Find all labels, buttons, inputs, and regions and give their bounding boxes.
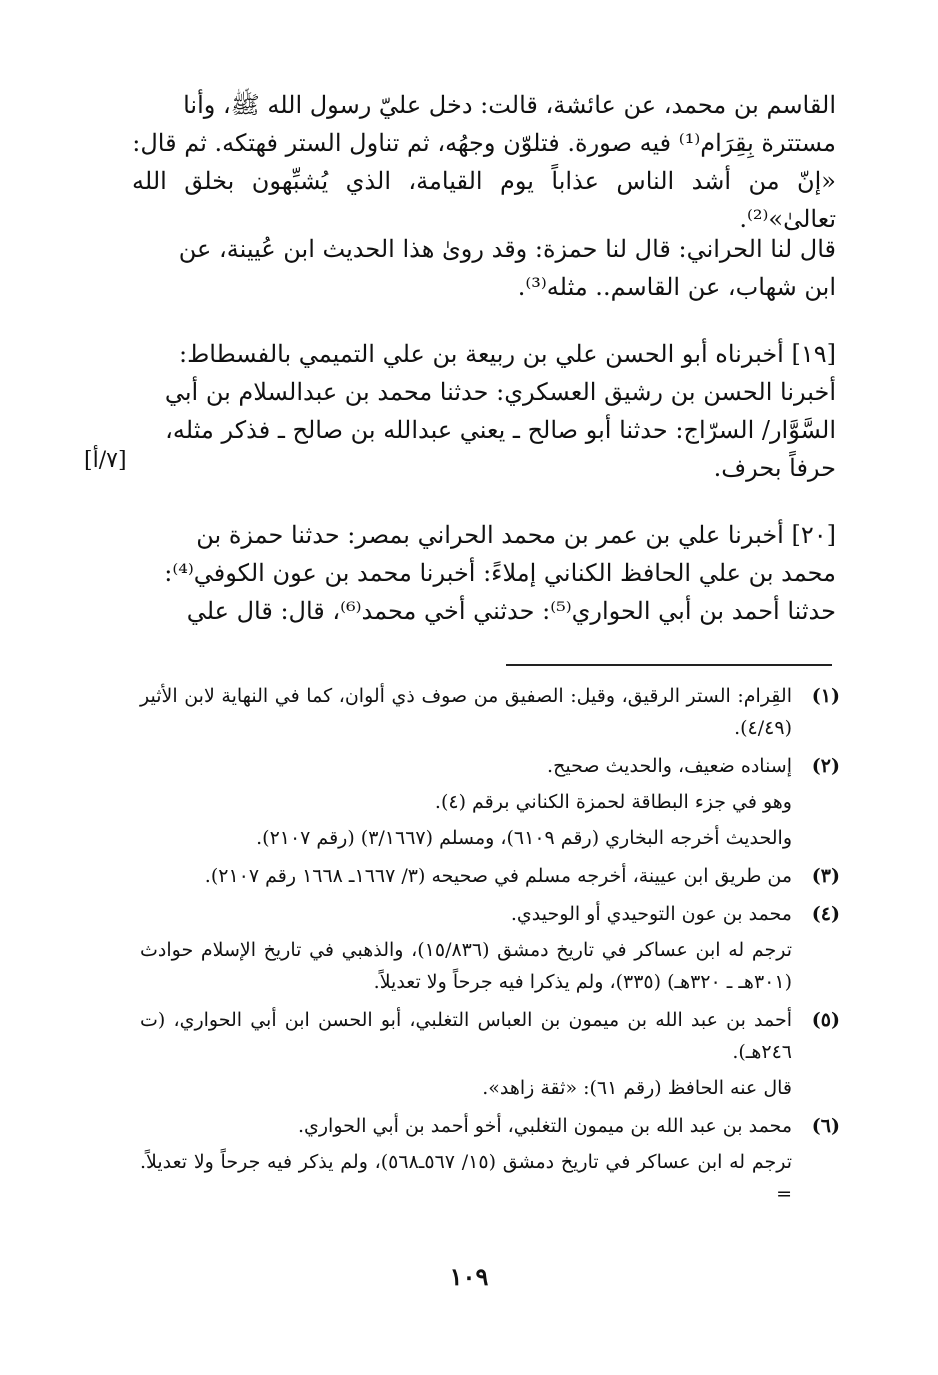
text-line: [١٩] أخبرناه أبو الحسن علي بن ربيعة بن علي التميمي بالفسطاط:: [178, 340, 836, 368]
footnote-6: [140, 1110, 840, 1210]
manuscript-folio-marker: [٧/أ]: [84, 448, 127, 473]
footnote-1: [140, 680, 840, 744]
text-line: حرفاً بحرف.: [713, 454, 836, 482]
footnote-4: [140, 898, 840, 998]
footnote-text: محمد بن عون التوحيدي أو الوحيدي.: [510, 903, 792, 925]
footnote-text: ترجم له ابن عساكر في تاريخ دمشق (١٥/ ٥٦٧ـ٥٦٨)، ولم يذكر فيه جرحاً ولا تعديلاً. =: [140, 1151, 792, 1205]
footnote-number: (٤): [811, 903, 840, 925]
footnote-number: (٦): [811, 1115, 840, 1137]
text-line: «إنّ من أشد الناس عذاباً يوم القيامة، الذي يُشبِّهون بخلق الله تعالىٰ»⁽²⁾.: [132, 167, 836, 233]
footnote-text: ترجم له ابن عساكر في تاريخ دمشق (١٥/٨٣٦)، والذهبي في تاريخ الإسلام حوادث (٣٠١هـ ـ ٣٢٠هـ) (٣٣٥)، ولم يذكرا فيه جرحاً ولا تعديلاً.: [140, 939, 792, 993]
footnote-number: (٥): [811, 1009, 840, 1031]
footnote-text: أحمد بن عبد الله بن ميمون بن العباس التغلبي، أبو الحسن ابن أبي الحواري، (ت ٢٤٦هـ).: [140, 1009, 792, 1063]
footnotes-section: [140, 680, 840, 1216]
footnote-number: (٢): [811, 755, 840, 777]
footnote-2: [140, 750, 840, 854]
text-line: [٢٠] أخبرنا علي بن عمر بن محمد الحراني بمصر: حدثنا حمزة بن: [196, 521, 836, 549]
text-line: قال لنا الحراني: قال لنا حمزة: وقد روىٰ هذا الحديث ابن عُيينة، عن: [178, 235, 836, 263]
hadith-paragraph-19: [132, 335, 836, 487]
footnote-text: القِرام: الستر الرقيق، وقيل: الصفيق من صوف ذي ألوان، كما في النهاية لابن الأثير (٤/٤٩).: [140, 685, 792, 739]
footnote-5: [140, 1004, 840, 1104]
footnote-text: محمد بن عبد الله بن ميمون التغلبي، أخو أحمد بن أبي الحواري.: [297, 1115, 792, 1137]
footnote-separator: [506, 664, 832, 666]
text-line: حدثنا أحمد بن أبي الحواري⁽⁵⁾: حدثني أخي محمد⁽⁶⁾، قال: قال علي: [186, 597, 836, 625]
text-line: القاسم بن محمد، عن عائشة، قالت: دخل عليّ رسول الله ﷺ، وأنا: [183, 91, 836, 119]
footnote-3: [140, 860, 840, 892]
text-line: أخبرنا الحسن بن رشيق العسكري: حدثنا محمد بن عبدالسلام بن أبي: [164, 378, 836, 406]
hadith-paragraph-1: [132, 86, 836, 238]
footnote-text: والحديث أخرجه البخاري (رقم ٦١٠٩)، ومسلم (٣/١٦٦٧) (رقم ٢١٠٧).: [256, 827, 792, 849]
footnote-number: (١): [811, 685, 840, 707]
hadith-paragraph-2: [132, 230, 836, 306]
footnote-text: قال عنه الحافظ (رقم ٦١): «ثقة زاهد».: [482, 1077, 792, 1099]
text-line: ابن شهاب، عن القاسم.. مثله⁽³⁾.: [517, 273, 836, 301]
text-line: مستترة بِقِرَام⁽¹⁾ فيه صورة. فتلوّن وجهُه، ثم تناول الستر فهتكه. ثم قال:: [132, 129, 836, 157]
footnote-text: إسناده ضعيف، والحديث صحيح.: [547, 755, 792, 777]
footnote-number: (٣): [811, 865, 840, 887]
hadith-paragraph-20: [132, 516, 836, 630]
footnote-text: من طريق ابن عيينة، أخرجه مسلم في صحيحه (٣/ ١٦٦٧ـ ١٦٦٨ رقم ٢١٠٧).: [204, 865, 792, 887]
page-number: ١٠٩: [449, 1262, 489, 1291]
text-line: محمد بن علي الحافظ الكناني إملاءً: أخبرنا محمد بن عون الكوفي⁽⁴⁾:: [164, 559, 836, 587]
text-line: السَّوَّار/ السرّاج: حدثنا أبو صالح ـ يعني عبدالله بن صالح ـ فذكر مثله،: [165, 416, 836, 444]
footnote-text: وهو في جزء البطاقة لحمزة الكناني برقم (٤).: [434, 791, 792, 813]
